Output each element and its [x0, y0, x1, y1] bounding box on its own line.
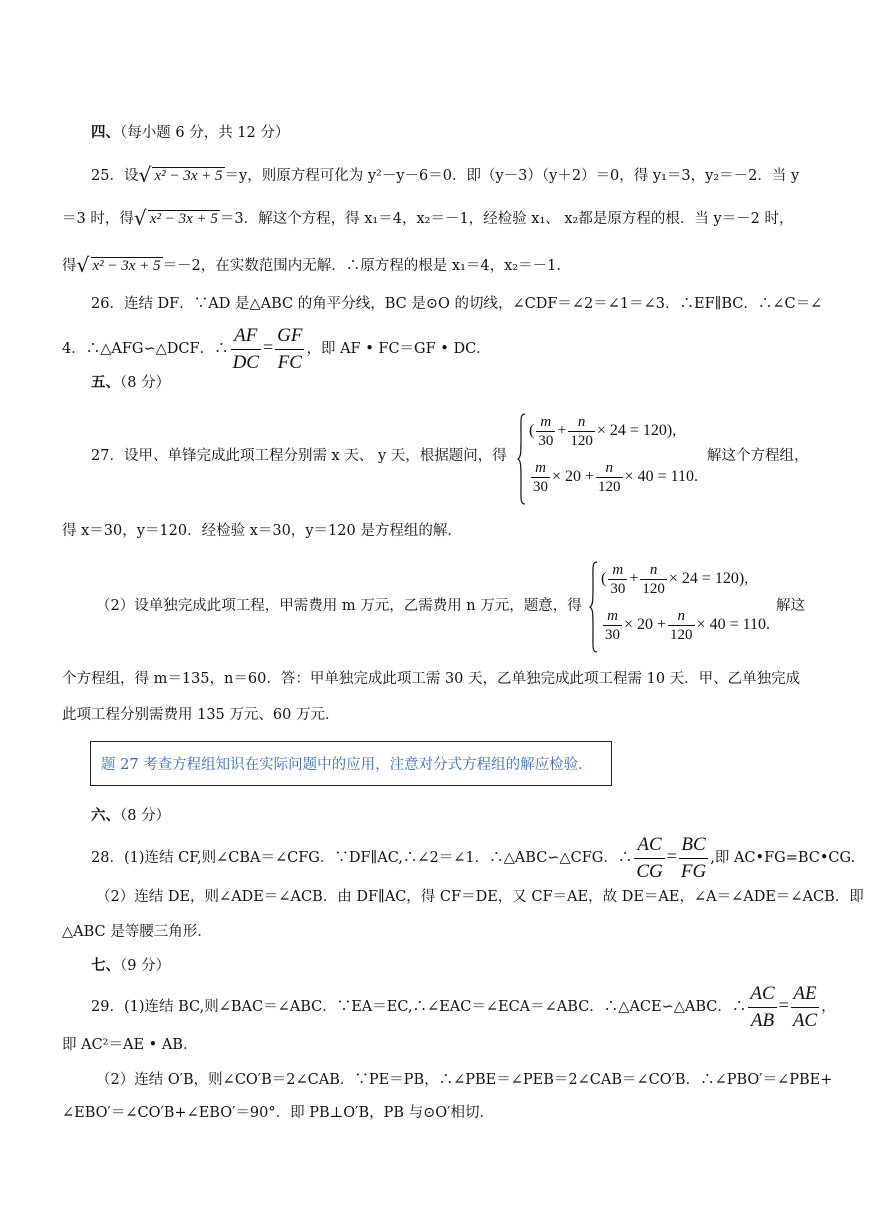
equals-sign: =: [778, 995, 789, 1015]
sqrt-expression: √ x² − 3x + 5: [133, 206, 218, 230]
left-brace-icon: [589, 561, 599, 653]
equation-row-1: ( $\frac{m}{30}$ + $\frac{n}{120}$ × 24 = 120),: [601, 562, 749, 597]
q27-line-1b: 解这个方程组，: [707, 448, 809, 464]
section-4-heading: [91, 123, 289, 143]
text: ,即 AC•FG=BC•CG.: [710, 850, 856, 866]
q29-line-1: [91, 980, 836, 1034]
q28-line-2: （2）连结 DE，则∠ADE＝∠ACB．由 DF∥AC，得 CF＝DE，又 CF＝AE，故 DE＝AE，∠A＝∠ADE＝∠ACB．即: [96, 889, 864, 905]
section-title: 四、: [91, 125, 120, 141]
text: ＝3 时，得: [62, 211, 134, 227]
section-title: 六、: [91, 808, 120, 824]
q27-part2-line-1a: （2）设单独完成此项工程，甲需费用 m 万元，乙需费用 n 万元，题意，得: [96, 598, 582, 614]
equals-sign: =: [666, 846, 677, 866]
equals-sign: =: [262, 337, 274, 357]
text: ＝－2，在实数范围内无解．∴原方程的根是 x₁＝4，x₂＝－1．: [162, 258, 571, 274]
q26-line-2: [62, 322, 491, 376]
section-note: （8 分）: [120, 375, 171, 391]
section-5-heading: [91, 373, 170, 393]
text: ＝y，则原方程可化为 y²－y－6＝0．即（y－3）（y＋2）＝0，得 y₁＝3，y₂＝－2．当 y: [224, 168, 800, 184]
section-note: （9 分）: [120, 958, 171, 974]
q28-line-1: [91, 831, 855, 885]
q29-line-4: ∠EBO′＝∠CO′B+∠EBO′＝90°．即 PB⊥O′B，PB 与⊙O′相切．: [62, 1105, 494, 1121]
text: 得: [62, 258, 77, 274]
fraction-ae-ac: $\frac{AE}{AC}$: [792, 982, 818, 1031]
q26-line-1: 26．连结 DF．∵AD 是△ABC 的角平分线，BC 是⊙O 的切线，∠CDF＝∠2＝∠1＝∠3．∴EF∥BC．∴∠C＝∠: [91, 296, 823, 312]
q25-line-1: [91, 163, 800, 187]
text: 4．∴△AFG∽△DCF．∴: [62, 341, 229, 357]
equation-system-1: [517, 413, 717, 505]
annotation-box: [90, 741, 612, 786]
equation-row-2: $\frac{m}{30}$ × 20 + $\frac{n}{120}$ × 40 = 110.: [533, 460, 698, 495]
text: ，即 AF • FC＝GF • DC．: [306, 341, 491, 357]
fraction-ac-cg: $\frac{AC}{CG}$: [636, 833, 663, 882]
q27-line-2: 得 x＝30，y＝120．经检验 x＝30，y＝120 是方程组的解．: [62, 523, 462, 539]
q28-line-3: △ABC 是等腰三角形．: [62, 924, 212, 940]
section-note: （每小题 6 分，共 12 分）: [120, 125, 290, 141]
text: ＝3．解这个方程，得 x₁＝4，x₂＝－1，经检验 x₁、 x₂都是原方程的根．当 y＝－2 时，: [219, 211, 794, 227]
section-title: 五、: [91, 375, 120, 391]
fraction-bc-fg: $\frac{BC}{FG}$: [680, 833, 707, 882]
text: 25．设: [91, 168, 139, 184]
sqrt-expression: √ x² − 3x + 5: [76, 253, 161, 277]
equation-row-1: ( $\frac{m}{30}$ + $\frac{n}{120}$ × 24 = 120),: [529, 414, 677, 449]
q27-line-3: 个方程组，得 m＝135，n＝60．答：甲单独完成此项工需 30 天，乙单独完成此项工程需 10 天．甲、乙单独完成: [62, 671, 801, 687]
q27-line-1a: 27．设甲、单锋完成此项工程分别需 x 天、 y 天，根据题问，得: [91, 448, 507, 464]
text: 29．(1)连结 BC,则∠BAC＝∠ABC．∵EA＝EC,∴∠EAC＝∠ECA＝∠ABC．∴△ACE∽△ABC．∴: [91, 999, 747, 1015]
fraction-gf-fc: $\frac{GF}{FC}$: [277, 324, 303, 373]
sqrt-expression: √ x² − 3x + 5: [138, 163, 223, 187]
section-note: （8 分）: [120, 808, 171, 824]
q29-line-2: 即 AC²＝AE • AB．: [62, 1037, 198, 1053]
fraction-ac-ab: $\frac{AC}{AB}$: [750, 982, 775, 1031]
annotation-text: 题 27 考查方程组知识在实际问题中的应用，注意对分式方程组的解应检验．: [101, 757, 593, 773]
q27-line-4: 此项工程分别需费用 135 万元、60 万元．: [62, 707, 340, 723]
equation-system-2: [589, 561, 789, 653]
text: 28．(1)连结 CF,则∠CBA＝∠CFG．∵DF∥AC,∴∠2＝∠1．∴△ABC∽△CFG．∴: [91, 850, 633, 866]
section-title: 七、: [91, 958, 120, 974]
fraction-af-dc: $\frac{AF}{DC}$: [232, 324, 259, 373]
left-brace-icon: [517, 413, 527, 505]
q25-line-3: [62, 253, 571, 277]
section-7-heading: [91, 956, 170, 976]
q25-line-2: [62, 206, 794, 230]
q27-part2-line-1b: 解这: [776, 598, 805, 614]
section-6-heading: [91, 806, 170, 826]
equation-row-2: $\frac{m}{30}$ × 20 + $\frac{n}{120}$ × 40 = 110.: [605, 608, 770, 643]
q29-line-3: （2）连结 O′B，则∠CO′B＝2∠CAB．∵PE＝PB，∴∠PBE＝∠PEB＝2∠CAB＝∠CO′B．∴∠PBO′＝∠PBE+: [96, 1072, 833, 1088]
text: ，: [821, 999, 836, 1015]
